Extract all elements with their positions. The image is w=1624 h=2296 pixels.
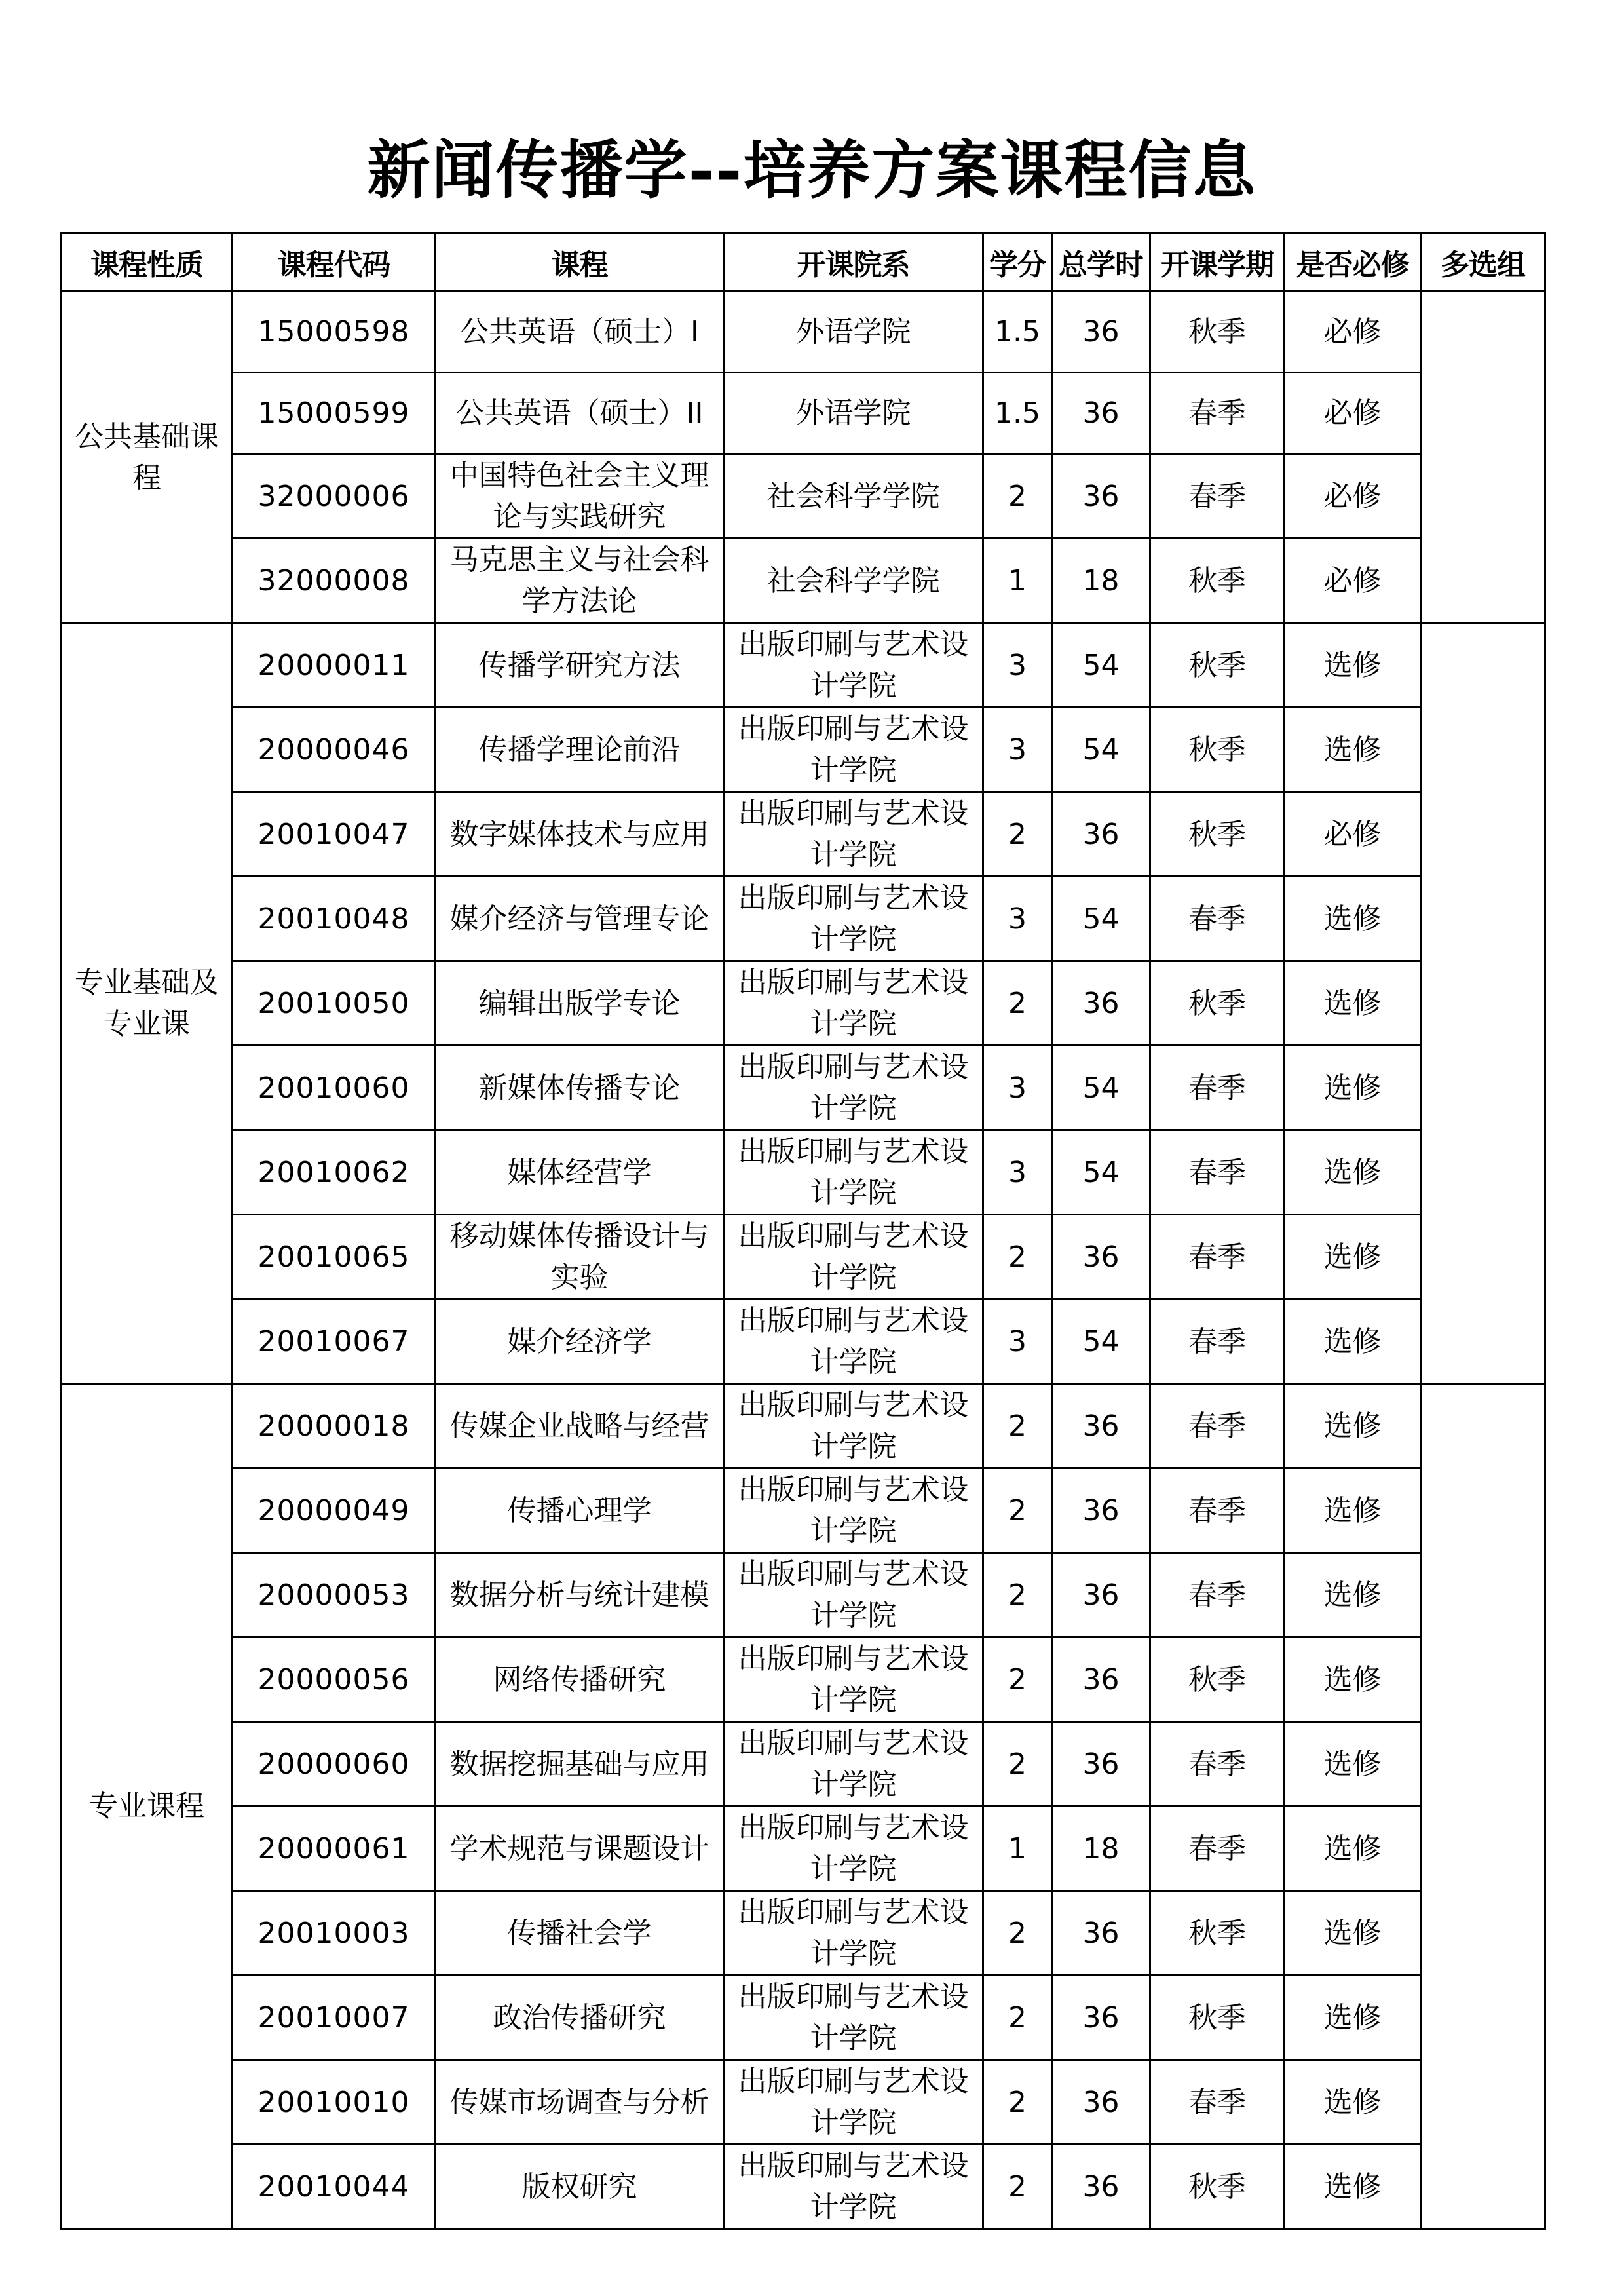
department-cell: 出版印刷与艺术设计学院 bbox=[724, 1807, 983, 1891]
course-table bbox=[60, 232, 1546, 2230]
course-code-cell: 20000060 bbox=[233, 1722, 436, 1807]
term-cell: 春季 bbox=[1150, 454, 1285, 539]
department-cell: 出版印刷与艺术设计学院 bbox=[724, 1637, 983, 1722]
term-cell: 春季 bbox=[1150, 1384, 1285, 1468]
header-term: 开课学期 bbox=[1150, 233, 1285, 292]
total-hours-cell: 36 bbox=[1052, 2060, 1150, 2145]
required-cell: 选修 bbox=[1285, 1130, 1421, 1215]
department-cell: 出版印刷与艺术设计学院 bbox=[724, 708, 983, 792]
header-course-code: 课程代码 bbox=[233, 233, 436, 292]
credit-cell: 1.5 bbox=[983, 373, 1052, 454]
course-code-cell: 20010048 bbox=[233, 877, 436, 961]
course-name-cell: 网络传播研究 bbox=[436, 1637, 724, 1722]
table-row bbox=[62, 1215, 1545, 1299]
course-code-cell: 20010062 bbox=[233, 1130, 436, 1215]
table-row bbox=[62, 877, 1545, 961]
department-cell: 出版印刷与艺术设计学院 bbox=[724, 1215, 983, 1299]
table-row bbox=[62, 292, 1545, 373]
course-name-cell: 媒介经济与管理专论 bbox=[436, 877, 724, 961]
credit-cell: 2 bbox=[983, 1891, 1052, 1976]
term-cell: 春季 bbox=[1150, 1215, 1285, 1299]
total-hours-cell: 54 bbox=[1052, 1299, 1150, 1384]
course-name-cell: 版权研究 bbox=[436, 2145, 724, 2229]
department-cell: 出版印刷与艺术设计学院 bbox=[724, 792, 983, 877]
table-row bbox=[62, 961, 1545, 1046]
table-row bbox=[62, 1046, 1545, 1130]
header-required: 是否必修 bbox=[1285, 233, 1421, 292]
total-hours-cell: 36 bbox=[1052, 792, 1150, 877]
elective-group-cell bbox=[1421, 292, 1545, 623]
course-name-cell: 中国特色社会主义理论与实践研究 bbox=[436, 454, 724, 539]
course-code-cell: 20000056 bbox=[233, 1637, 436, 1722]
department-cell: 外语学院 bbox=[724, 292, 983, 373]
total-hours-cell: 36 bbox=[1052, 1384, 1150, 1468]
course-code-cell: 20010060 bbox=[233, 1046, 436, 1130]
page-title: 新闻传播学--培养方案课程信息 bbox=[367, 133, 1257, 207]
table-row bbox=[62, 792, 1545, 877]
course-code-cell: 20000011 bbox=[233, 623, 436, 708]
department-cell: 出版印刷与艺术设计学院 bbox=[724, 1468, 983, 1553]
department-cell: 出版印刷与艺术设计学院 bbox=[724, 1722, 983, 1807]
required-cell: 选修 bbox=[1285, 1299, 1421, 1384]
table-row bbox=[62, 454, 1545, 539]
total-hours-cell: 36 bbox=[1052, 1722, 1150, 1807]
total-hours-cell: 36 bbox=[1052, 1637, 1150, 1722]
credit-cell: 2 bbox=[983, 1722, 1052, 1807]
total-hours-cell: 36 bbox=[1052, 1468, 1150, 1553]
term-cell: 春季 bbox=[1150, 1807, 1285, 1891]
course-name-cell: 新媒体传播专论 bbox=[436, 1046, 724, 1130]
course-code-cell: 20000018 bbox=[233, 1384, 436, 1468]
course-name-cell: 数字媒体技术与应用 bbox=[436, 792, 724, 877]
course-code-cell: 20010010 bbox=[233, 2060, 436, 2145]
department-cell: 出版印刷与艺术设计学院 bbox=[724, 1891, 983, 1976]
total-hours-cell: 36 bbox=[1052, 1215, 1150, 1299]
course-name-cell: 媒介经济学 bbox=[436, 1299, 724, 1384]
course-code-cell: 20010003 bbox=[233, 1891, 436, 1976]
table-row bbox=[62, 1807, 1545, 1891]
course-code-cell: 20000053 bbox=[233, 1553, 436, 1637]
course-name-cell: 传媒市场调查与分析 bbox=[436, 2060, 724, 2145]
total-hours-cell: 54 bbox=[1052, 877, 1150, 961]
term-cell: 秋季 bbox=[1150, 1637, 1285, 1722]
table-row bbox=[62, 1891, 1545, 1976]
credit-cell: 2 bbox=[983, 1468, 1052, 1553]
required-cell: 选修 bbox=[1285, 1046, 1421, 1130]
credit-cell: 3 bbox=[983, 1130, 1052, 1215]
course-code-cell: 20010065 bbox=[233, 1215, 436, 1299]
credit-cell: 3 bbox=[983, 623, 1052, 708]
credit-cell: 2 bbox=[983, 1215, 1052, 1299]
department-cell: 出版印刷与艺术设计学院 bbox=[724, 877, 983, 961]
course-code-cell: 20000046 bbox=[233, 708, 436, 792]
course-code-cell: 20010044 bbox=[233, 2145, 436, 2229]
total-hours-cell: 36 bbox=[1052, 1891, 1150, 1976]
course-name-cell: 移动媒体传播设计与实验 bbox=[436, 1215, 724, 1299]
required-cell: 必修 bbox=[1285, 454, 1421, 539]
total-hours-cell: 36 bbox=[1052, 373, 1150, 454]
credit-cell: 2 bbox=[983, 1553, 1052, 1637]
department-cell: 出版印刷与艺术设计学院 bbox=[724, 2060, 983, 2145]
header-department: 开课院系 bbox=[724, 233, 983, 292]
term-cell: 秋季 bbox=[1150, 961, 1285, 1046]
department-cell: 社会科学学院 bbox=[724, 454, 983, 539]
required-cell: 必修 bbox=[1285, 373, 1421, 454]
course-type-cell: 专业基础及专业课 bbox=[62, 623, 233, 1384]
table-row bbox=[62, 539, 1545, 623]
total-hours-cell: 54 bbox=[1052, 623, 1150, 708]
department-cell: 出版印刷与艺术设计学院 bbox=[724, 1384, 983, 1468]
total-hours-cell: 54 bbox=[1052, 1046, 1150, 1130]
table-row bbox=[62, 1976, 1545, 2060]
course-name-cell: 学术规范与课题设计 bbox=[436, 1807, 724, 1891]
term-cell: 秋季 bbox=[1150, 292, 1285, 373]
course-name-cell: 编辑出版学专论 bbox=[436, 961, 724, 1046]
credit-cell: 2 bbox=[983, 792, 1052, 877]
term-cell: 秋季 bbox=[1150, 539, 1285, 623]
required-cell: 必修 bbox=[1285, 792, 1421, 877]
total-hours-cell: 36 bbox=[1052, 961, 1150, 1046]
course-name-cell: 传播学理论前沿 bbox=[436, 708, 724, 792]
course-name-cell: 公共英语（硕士）I bbox=[436, 292, 724, 373]
table-row bbox=[62, 1553, 1545, 1637]
credit-cell: 3 bbox=[983, 1046, 1052, 1130]
course-name-cell: 数据挖掘基础与应用 bbox=[436, 1722, 724, 1807]
term-cell: 春季 bbox=[1150, 1468, 1285, 1553]
required-cell: 选修 bbox=[1285, 1637, 1421, 1722]
required-cell: 选修 bbox=[1285, 1891, 1421, 1976]
term-cell: 春季 bbox=[1150, 1046, 1285, 1130]
term-cell: 秋季 bbox=[1150, 792, 1285, 877]
course-name-cell: 媒体经营学 bbox=[436, 1130, 724, 1215]
department-cell: 出版印刷与艺术设计学院 bbox=[724, 1553, 983, 1637]
required-cell: 必修 bbox=[1285, 539, 1421, 623]
credit-cell: 1.5 bbox=[983, 292, 1052, 373]
course-code-cell: 32000006 bbox=[233, 454, 436, 539]
required-cell: 选修 bbox=[1285, 1807, 1421, 1891]
term-cell: 秋季 bbox=[1150, 708, 1285, 792]
course-type-cell: 公共基础课程 bbox=[62, 292, 233, 623]
table-row bbox=[62, 1637, 1545, 1722]
term-cell: 春季 bbox=[1150, 1722, 1285, 1807]
table-row bbox=[62, 623, 1545, 708]
header-total-hours: 总学时 bbox=[1052, 233, 1150, 292]
term-cell: 春季 bbox=[1150, 1553, 1285, 1637]
department-cell: 出版印刷与艺术设计学院 bbox=[724, 1976, 983, 2060]
total-hours-cell: 36 bbox=[1052, 292, 1150, 373]
credit-cell: 1 bbox=[983, 539, 1052, 623]
term-cell: 春季 bbox=[1150, 1299, 1285, 1384]
required-cell: 选修 bbox=[1285, 961, 1421, 1046]
course-name-cell: 马克思主义与社会科学方法论 bbox=[436, 539, 724, 623]
required-cell: 选修 bbox=[1285, 623, 1421, 708]
department-cell: 出版印刷与艺术设计学院 bbox=[724, 1130, 983, 1215]
required-cell: 选修 bbox=[1285, 1468, 1421, 1553]
course-code-cell: 20000061 bbox=[233, 1807, 436, 1891]
table-row bbox=[62, 708, 1545, 792]
table-row bbox=[62, 373, 1545, 454]
required-cell: 选修 bbox=[1285, 708, 1421, 792]
course-name-cell: 传播学研究方法 bbox=[436, 623, 724, 708]
term-cell: 春季 bbox=[1150, 373, 1285, 454]
credit-cell: 2 bbox=[983, 1637, 1052, 1722]
credit-cell: 3 bbox=[983, 708, 1052, 792]
course-code-cell: 20000049 bbox=[233, 1468, 436, 1553]
credit-cell: 2 bbox=[983, 454, 1052, 539]
elective-group-cell bbox=[1421, 623, 1545, 1384]
required-cell: 选修 bbox=[1285, 1384, 1421, 1468]
department-cell: 出版印刷与艺术设计学院 bbox=[724, 1046, 983, 1130]
term-cell: 春季 bbox=[1150, 1130, 1285, 1215]
table-body bbox=[62, 292, 1545, 2229]
header-course-name: 课程 bbox=[436, 233, 724, 292]
required-cell: 选修 bbox=[1285, 2145, 1421, 2229]
course-code-cell: 20010050 bbox=[233, 961, 436, 1046]
term-cell: 秋季 bbox=[1150, 1891, 1285, 1976]
course-code-cell: 20010047 bbox=[233, 792, 436, 877]
total-hours-cell: 36 bbox=[1052, 454, 1150, 539]
header-credit: 学分 bbox=[983, 233, 1052, 292]
credit-cell: 2 bbox=[983, 961, 1052, 1046]
course-name-cell: 传播心理学 bbox=[436, 1468, 724, 1553]
elective-group-cell bbox=[1421, 1384, 1545, 2229]
required-cell: 选修 bbox=[1285, 1976, 1421, 2060]
header-elective-group: 多选组 bbox=[1421, 233, 1545, 292]
required-cell: 选修 bbox=[1285, 1215, 1421, 1299]
course-name-cell: 数据分析与统计建模 bbox=[436, 1553, 724, 1637]
course-type-cell: 专业课程 bbox=[62, 1384, 233, 2229]
credit-cell: 2 bbox=[983, 1976, 1052, 2060]
total-hours-cell: 36 bbox=[1052, 1976, 1150, 2060]
header-course-type: 课程性质 bbox=[62, 233, 233, 292]
course-name-cell: 公共英语（硕士）II bbox=[436, 373, 724, 454]
required-cell: 选修 bbox=[1285, 877, 1421, 961]
department-cell: 出版印刷与艺术设计学院 bbox=[724, 2145, 983, 2229]
credit-cell: 3 bbox=[983, 877, 1052, 961]
required-cell: 选修 bbox=[1285, 2060, 1421, 2145]
required-cell: 选修 bbox=[1285, 1722, 1421, 1807]
course-code-cell: 20010007 bbox=[233, 1976, 436, 2060]
total-hours-cell: 18 bbox=[1052, 539, 1150, 623]
total-hours-cell: 36 bbox=[1052, 1553, 1150, 1637]
table-row bbox=[62, 1384, 1545, 1468]
credit-cell: 2 bbox=[983, 2060, 1052, 2145]
table-row bbox=[62, 2060, 1545, 2145]
term-cell: 春季 bbox=[1150, 877, 1285, 961]
total-hours-cell: 54 bbox=[1052, 708, 1150, 792]
required-cell: 选修 bbox=[1285, 1553, 1421, 1637]
course-name-cell: 传媒企业战略与经营 bbox=[436, 1384, 724, 1468]
course-code-cell: 15000598 bbox=[233, 292, 436, 373]
department-cell: 出版印刷与艺术设计学院 bbox=[724, 623, 983, 708]
course-name-cell: 政治传播研究 bbox=[436, 1976, 724, 2060]
total-hours-cell: 36 bbox=[1052, 2145, 1150, 2229]
table-row bbox=[62, 1130, 1545, 1215]
table-row bbox=[62, 1722, 1545, 1807]
header-row bbox=[62, 233, 1545, 292]
department-cell: 社会科学学院 bbox=[724, 539, 983, 623]
course-code-cell: 20010067 bbox=[233, 1299, 436, 1384]
credit-cell: 1 bbox=[983, 1807, 1052, 1891]
credit-cell: 2 bbox=[983, 1384, 1052, 1468]
required-cell: 必修 bbox=[1285, 292, 1421, 373]
table-row bbox=[62, 1468, 1545, 1553]
credit-cell: 2 bbox=[983, 2145, 1052, 2229]
term-cell: 春季 bbox=[1150, 2060, 1285, 2145]
department-cell: 出版印刷与艺术设计学院 bbox=[724, 961, 983, 1046]
term-cell: 秋季 bbox=[1150, 2145, 1285, 2229]
course-code-cell: 15000599 bbox=[233, 373, 436, 454]
credit-cell: 3 bbox=[983, 1299, 1052, 1384]
term-cell: 秋季 bbox=[1150, 1976, 1285, 2060]
course-name-cell: 传播社会学 bbox=[436, 1891, 724, 1976]
total-hours-cell: 54 bbox=[1052, 1130, 1150, 1215]
department-cell: 外语学院 bbox=[724, 373, 983, 454]
department-cell: 出版印刷与艺术设计学院 bbox=[724, 1299, 983, 1384]
total-hours-cell: 18 bbox=[1052, 1807, 1150, 1891]
term-cell: 秋季 bbox=[1150, 623, 1285, 708]
course-code-cell: 32000008 bbox=[233, 539, 436, 623]
table-row bbox=[62, 1299, 1545, 1384]
table-row bbox=[62, 2145, 1545, 2229]
